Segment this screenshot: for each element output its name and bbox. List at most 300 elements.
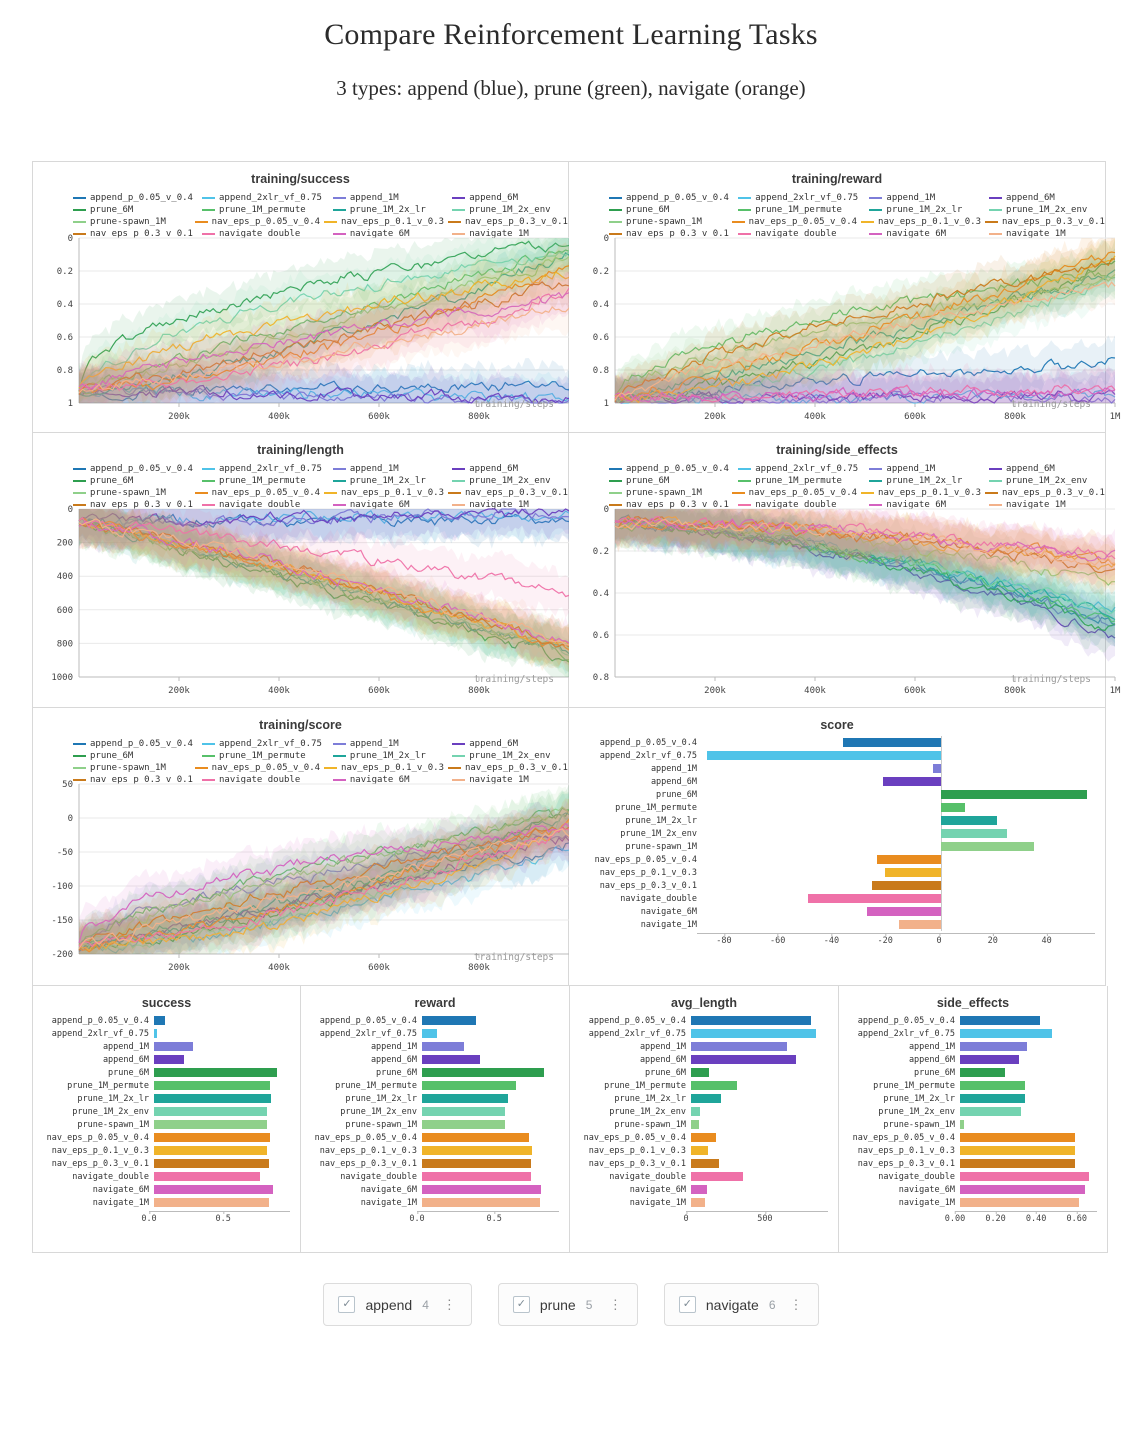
bar-row[interactable] (577, 814, 1095, 827)
plot-canvas[interactable] (569, 232, 1127, 427)
bar-row[interactable] (578, 1157, 828, 1170)
bar-row[interactable] (309, 1170, 559, 1183)
legend-item[interactable] (452, 204, 558, 216)
legend-item[interactable] (452, 475, 558, 487)
bar-row[interactable] (578, 1066, 828, 1079)
bar[interactable] (691, 1107, 700, 1116)
bar-track (691, 1183, 828, 1196)
panel-training-reward[interactable] (569, 161, 1121, 433)
bar-row[interactable] (578, 1014, 828, 1027)
bar[interactable] (691, 1016, 811, 1025)
bar[interactable] (691, 1172, 743, 1181)
panel-training-length[interactable] (32, 433, 569, 708)
legend-item[interactable] (202, 738, 329, 750)
bar-row[interactable] (309, 1183, 559, 1196)
bar-row[interactable] (41, 1144, 290, 1157)
bar-row[interactable] (577, 788, 1095, 801)
legend-item[interactable] (448, 762, 568, 774)
bar[interactable] (843, 738, 941, 747)
legend-item[interactable] (609, 216, 728, 228)
legend-item[interactable] (202, 204, 329, 216)
panel-side-effects-bars[interactable] (839, 986, 1108, 1253)
bar[interactable] (154, 1172, 260, 1181)
svg-text:0.6: 0.6 (56, 333, 73, 343)
legend-item[interactable] (333, 192, 448, 204)
bar[interactable] (885, 868, 941, 877)
bar-row[interactable] (577, 840, 1095, 853)
plot-canvas[interactable] (33, 232, 591, 427)
bar-track (691, 1014, 828, 1027)
panel-avg-length-bars[interactable] (570, 986, 839, 1253)
legend-row (73, 762, 568, 774)
bar[interactable] (960, 1055, 1019, 1064)
line-plot[interactable] (569, 232, 1121, 427)
bar-row[interactable] (847, 1144, 1097, 1157)
bar-row[interactable] (578, 1027, 828, 1040)
bar-row[interactable] (578, 1144, 828, 1157)
svg-text:-100: -100 (51, 882, 73, 892)
svg-text:400k: 400k (804, 686, 826, 696)
bar[interactable] (154, 1120, 267, 1129)
bar-row[interactable] (847, 1157, 1097, 1170)
bar-row[interactable] (41, 1066, 290, 1079)
bar-row[interactable] (41, 1027, 290, 1040)
legend-item[interactable] (861, 487, 981, 499)
bar-row[interactable] (578, 1170, 828, 1183)
legend-item[interactable] (452, 463, 558, 475)
bar-label: nav_eps_p_0.3_v_0.1 (857, 1158, 955, 1169)
legend-color-swatch (73, 743, 86, 745)
bar[interactable] (691, 1055, 796, 1064)
more-options-icon[interactable]: ⋮ (789, 1296, 804, 1312)
legend-item[interactable] (861, 216, 981, 228)
bar[interactable] (941, 803, 965, 812)
panel-training-success[interactable] (32, 161, 569, 433)
bar-row[interactable] (309, 1118, 559, 1131)
legend-item[interactable] (452, 192, 558, 204)
bar-row[interactable] (41, 1196, 290, 1209)
horizontal-bar-chart[interactable] (839, 1012, 1107, 1236)
legend-label: nav_eps_p_0.05_v_0.4 (211, 488, 321, 498)
bar-row[interactable] (577, 749, 1095, 762)
bar-row[interactable] (41, 1014, 290, 1027)
legend-item[interactable] (869, 192, 985, 204)
bar-label: navigate_double (340, 1171, 417, 1182)
bar-row[interactable] (577, 853, 1095, 866)
bar-row[interactable] (847, 1027, 1097, 1040)
bar[interactable] (422, 1198, 540, 1207)
filter-chip-append[interactable] (323, 1283, 471, 1326)
legend-item[interactable] (738, 192, 865, 204)
horizontal-bar-chart[interactable] (569, 734, 1105, 958)
bar[interactable] (691, 1133, 716, 1142)
bar-row[interactable] (578, 1183, 828, 1196)
legend-item[interactable] (73, 463, 198, 475)
bar[interactable] (941, 842, 1034, 851)
bar[interactable] (154, 1042, 193, 1051)
bar-row[interactable] (578, 1053, 828, 1066)
axis-tick-label: 0.0 (141, 1214, 157, 1224)
bar-track (960, 1131, 1097, 1144)
legend-item[interactable] (195, 487, 320, 499)
bar-row[interactable] (847, 1066, 1097, 1079)
bar[interactable] (933, 764, 941, 773)
bar-track (422, 1144, 559, 1157)
bar[interactable] (883, 777, 941, 786)
bar[interactable] (867, 907, 941, 916)
bar[interactable] (960, 1107, 1021, 1116)
bar[interactable] (154, 1185, 273, 1194)
bar[interactable] (960, 1146, 1075, 1155)
legend-row (609, 487, 1105, 499)
bar-row[interactable] (847, 1092, 1097, 1105)
bar[interactable] (691, 1029, 816, 1038)
bar[interactable] (691, 1042, 787, 1051)
checkbox-icon[interactable]: ✓ (679, 1296, 696, 1313)
bar[interactable] (960, 1016, 1040, 1025)
chart-row-3 (32, 708, 1110, 986)
bar[interactable] (691, 1146, 708, 1155)
line-plot[interactable] (33, 778, 558, 978)
legend-item[interactable] (73, 204, 198, 216)
bar-row[interactable] (578, 1092, 828, 1105)
bar[interactable] (422, 1068, 544, 1077)
bar[interactable] (422, 1042, 464, 1051)
bar-row[interactable] (41, 1092, 290, 1105)
legend-item[interactable] (989, 204, 1095, 216)
legend-item[interactable] (989, 192, 1095, 204)
legend-item[interactable] (195, 762, 320, 774)
legend-item[interactable] (452, 750, 558, 762)
bar[interactable] (872, 881, 941, 890)
legend-item[interactable] (609, 192, 734, 204)
bar-track (422, 1157, 559, 1170)
bar[interactable] (691, 1068, 709, 1077)
bar-row[interactable] (41, 1170, 290, 1183)
legend-item[interactable] (202, 463, 329, 475)
bar-row[interactable] (309, 1144, 559, 1157)
filter-chip-navigate[interactable] (664, 1283, 819, 1326)
bar-row[interactable] (577, 775, 1095, 788)
bar-track (702, 749, 1095, 762)
axis-tick-label: -20 (877, 936, 893, 946)
legend-color-swatch (73, 480, 86, 482)
legend-item[interactable] (202, 192, 329, 204)
bar[interactable] (691, 1185, 707, 1194)
bar[interactable] (422, 1146, 532, 1155)
bar[interactable] (422, 1120, 505, 1129)
legend-label: prune_1M_2x_lr (886, 205, 963, 215)
legend-item[interactable] (609, 487, 728, 499)
bar-row[interactable] (577, 866, 1095, 879)
legend-item[interactable] (869, 204, 985, 216)
bar-row[interactable] (41, 1131, 290, 1144)
bar[interactable] (960, 1133, 1075, 1142)
bar[interactable] (691, 1159, 719, 1168)
legend-item[interactable] (333, 204, 448, 216)
plot-canvas[interactable] (569, 503, 1127, 701)
legend-item[interactable] (202, 475, 329, 487)
x-axis-label: training/steps (473, 399, 554, 410)
bar-label: navigate_double (72, 1171, 149, 1182)
plot-canvas[interactable] (33, 503, 591, 701)
bar[interactable] (422, 1133, 529, 1142)
legend-item[interactable] (732, 487, 857, 499)
bar[interactable] (691, 1120, 699, 1129)
axis-tick-label: 0.40 (1025, 1214, 1047, 1224)
bar-row[interactable] (577, 905, 1095, 918)
panel-score-bars[interactable] (569, 708, 1106, 986)
bar-row[interactable] (577, 892, 1095, 905)
legend-label: append_2xlr_vf_0.75 (755, 464, 859, 474)
bar[interactable] (154, 1133, 270, 1142)
bar-row[interactable] (847, 1053, 1097, 1066)
panel-success-bars[interactable] (32, 986, 301, 1253)
legend-item[interactable] (73, 487, 191, 499)
panel-training-side-effects[interactable] (569, 433, 1121, 708)
svg-text:200k: 200k (168, 412, 190, 422)
horizontal-bar-chart[interactable] (33, 1012, 300, 1236)
bar-row[interactable] (847, 1118, 1097, 1131)
more-options-icon[interactable]: ⋮ (442, 1296, 457, 1312)
bar-row[interactable] (847, 1105, 1097, 1118)
bar[interactable] (960, 1042, 1027, 1051)
chip-label: append (365, 1296, 413, 1313)
bar-row[interactable] (41, 1118, 290, 1131)
bar-row[interactable] (309, 1157, 559, 1170)
chart-row-1 (32, 161, 1121, 433)
legend-item[interactable] (333, 750, 448, 762)
bar-row[interactable] (41, 1079, 290, 1092)
legend-item[interactable] (738, 463, 865, 475)
bar-row[interactable] (578, 1131, 828, 1144)
bar[interactable] (960, 1094, 1025, 1103)
bar-label: prune_1M_2x_lr (345, 1093, 417, 1104)
bar-row[interactable] (41, 1053, 290, 1066)
legend-item[interactable] (73, 750, 198, 762)
legend-color-swatch (452, 755, 465, 757)
svg-text:1: 1 (603, 399, 609, 409)
bar[interactable] (960, 1068, 1005, 1077)
bar[interactable] (960, 1120, 964, 1129)
bar[interactable] (941, 790, 1087, 799)
panel-reward-bars[interactable] (301, 986, 570, 1253)
line-plot[interactable] (33, 503, 558, 701)
line-plot[interactable] (33, 232, 558, 427)
x-axis-label: training/steps (473, 952, 554, 963)
bar-row[interactable] (577, 736, 1095, 749)
bar-row[interactable] (577, 762, 1095, 775)
bar[interactable] (154, 1068, 277, 1077)
legend-item[interactable] (989, 463, 1095, 475)
bar-row[interactable] (309, 1014, 559, 1027)
bar-row[interactable] (41, 1105, 290, 1118)
bar-row[interactable] (578, 1118, 828, 1131)
bar-label: prune_6M (914, 1067, 955, 1078)
bar-row[interactable] (577, 879, 1095, 892)
bar-row[interactable] (309, 1131, 559, 1144)
bar[interactable] (154, 1016, 165, 1025)
legend-item[interactable] (609, 463, 734, 475)
bar-axis-wrapper (41, 1209, 290, 1228)
bar-row[interactable] (309, 1079, 559, 1092)
checkbox-icon[interactable]: ✓ (338, 1296, 355, 1313)
bar-row[interactable] (847, 1170, 1097, 1183)
checkbox-icon[interactable]: ✓ (513, 1296, 530, 1313)
bar-row[interactable] (309, 1053, 559, 1066)
bar-row[interactable] (847, 1131, 1097, 1144)
legend-item[interactable] (738, 204, 865, 216)
bar[interactable] (422, 1094, 508, 1103)
legend-label: nav_eps_p_0.3_v_0.1 (90, 229, 193, 239)
bar[interactable] (154, 1146, 267, 1155)
legend-item[interactable] (609, 475, 734, 487)
legend-item[interactable] (73, 475, 198, 487)
legend-item[interactable] (732, 216, 857, 228)
bar-row[interactable] (847, 1040, 1097, 1053)
bar[interactable] (154, 1107, 267, 1116)
bar[interactable] (422, 1055, 480, 1064)
bar[interactable] (899, 920, 941, 929)
legend-item[interactable] (448, 216, 568, 228)
bar[interactable] (154, 1198, 269, 1207)
bar-row[interactable] (309, 1027, 559, 1040)
bar[interactable] (154, 1055, 184, 1064)
bar[interactable] (960, 1172, 1089, 1181)
legend-item[interactable] (195, 216, 320, 228)
legend-item[interactable] (333, 475, 448, 487)
bar-row[interactable] (578, 1079, 828, 1092)
bar-row[interactable] (847, 1196, 1097, 1209)
bar-row[interactable] (41, 1157, 290, 1170)
bar-row[interactable] (578, 1105, 828, 1118)
legend-item[interactable] (609, 204, 734, 216)
legend-item[interactable] (985, 216, 1105, 228)
line-plot[interactable] (569, 503, 1121, 701)
filter-chip-prune[interactable] (498, 1283, 638, 1326)
legend-item[interactable] (869, 463, 985, 475)
bar-row[interactable] (577, 801, 1095, 814)
bar-track (702, 801, 1095, 814)
bar-label: append_2xlr_vf_0.75 (51, 1028, 149, 1039)
bar[interactable] (422, 1107, 505, 1116)
legend-item[interactable] (452, 738, 558, 750)
chart-row-4 (32, 986, 1110, 1253)
horizontal-bar-chart[interactable] (570, 1012, 838, 1236)
plot-canvas[interactable] (33, 778, 591, 978)
bar-row[interactable] (309, 1066, 559, 1079)
legend-item[interactable] (324, 762, 444, 774)
legend-item[interactable] (202, 750, 329, 762)
bar-track (691, 1027, 828, 1040)
bar[interactable] (960, 1159, 1075, 1168)
legend-item[interactable] (73, 192, 198, 204)
bar-row[interactable] (41, 1183, 290, 1196)
panel-training-score[interactable] (32, 708, 569, 986)
bar[interactable] (422, 1185, 541, 1194)
bar-row[interactable] (847, 1183, 1097, 1196)
bar[interactable] (154, 1081, 270, 1090)
bar-row[interactable] (578, 1040, 828, 1053)
bar[interactable] (691, 1081, 737, 1090)
legend-item[interactable] (324, 216, 444, 228)
bar[interactable] (691, 1198, 705, 1207)
legend-item[interactable] (333, 463, 448, 475)
legend-label: prune_1M_2x_lr (349, 476, 426, 486)
bar-row[interactable] (578, 1196, 828, 1209)
legend-item[interactable] (73, 762, 191, 774)
bar[interactable] (422, 1016, 476, 1025)
bar[interactable] (941, 816, 997, 825)
bar-label: append_6M (908, 1054, 955, 1065)
bar[interactable] (808, 894, 941, 903)
bar-label: prune_1M_permute (604, 1080, 686, 1091)
bar[interactable] (154, 1094, 271, 1103)
legend-label: append_6M (469, 739, 519, 749)
bar[interactable] (422, 1159, 531, 1168)
legend-item[interactable] (869, 475, 985, 487)
legend-item[interactable] (333, 738, 448, 750)
bar[interactable] (960, 1198, 1079, 1207)
more-options-icon[interactable]: ⋮ (608, 1296, 623, 1312)
bar-track (154, 1066, 290, 1079)
legend-item[interactable] (73, 738, 198, 750)
bar[interactable] (877, 855, 941, 864)
bar-row[interactable] (577, 918, 1095, 931)
legend-color-swatch (202, 480, 215, 482)
bar-row[interactable] (309, 1196, 559, 1209)
legend-item[interactable] (985, 487, 1105, 499)
horizontal-bar-chart[interactable] (301, 1012, 569, 1236)
bar[interactable] (154, 1159, 269, 1168)
legend-label: prune_1M_2x_lr (886, 476, 963, 486)
legend-item[interactable] (448, 487, 568, 499)
bar[interactable] (941, 829, 1007, 838)
bar-label: append_1M (650, 763, 697, 774)
bar[interactable] (422, 1029, 437, 1038)
bar-row[interactable] (577, 827, 1095, 840)
bar[interactable] (154, 1029, 157, 1038)
bar-row[interactable] (309, 1040, 559, 1053)
bar[interactable] (422, 1172, 531, 1181)
bar-track (691, 1092, 828, 1105)
bar-label: nav_eps_p_0.1_v_0.3 (599, 867, 697, 878)
bar-row[interactable] (41, 1040, 290, 1053)
bar[interactable] (960, 1081, 1025, 1090)
bar-row[interactable] (309, 1105, 559, 1118)
svg-text:200: 200 (56, 538, 73, 549)
bar-label: append_1M (908, 1041, 955, 1052)
legend-label: prune_6M (90, 751, 134, 761)
legend-item[interactable] (989, 475, 1095, 487)
legend-label: nav_eps_p_0.1_v_0.3 (341, 763, 444, 773)
bar-row[interactable] (847, 1079, 1097, 1092)
bar-row[interactable] (847, 1014, 1097, 1027)
bar[interactable] (422, 1081, 516, 1090)
legend-item[interactable] (324, 487, 444, 499)
legend-item[interactable] (73, 216, 191, 228)
bar-row[interactable] (309, 1092, 559, 1105)
legend-row (609, 192, 1099, 204)
bar-label: navigate_1M (640, 919, 697, 930)
bar[interactable] (960, 1185, 1085, 1194)
bar[interactable] (707, 751, 941, 760)
legend-color-swatch (333, 480, 346, 482)
legend-item[interactable] (738, 475, 865, 487)
bar[interactable] (960, 1029, 1052, 1038)
legend-label: append_6M (469, 464, 519, 474)
bar[interactable] (691, 1094, 721, 1103)
